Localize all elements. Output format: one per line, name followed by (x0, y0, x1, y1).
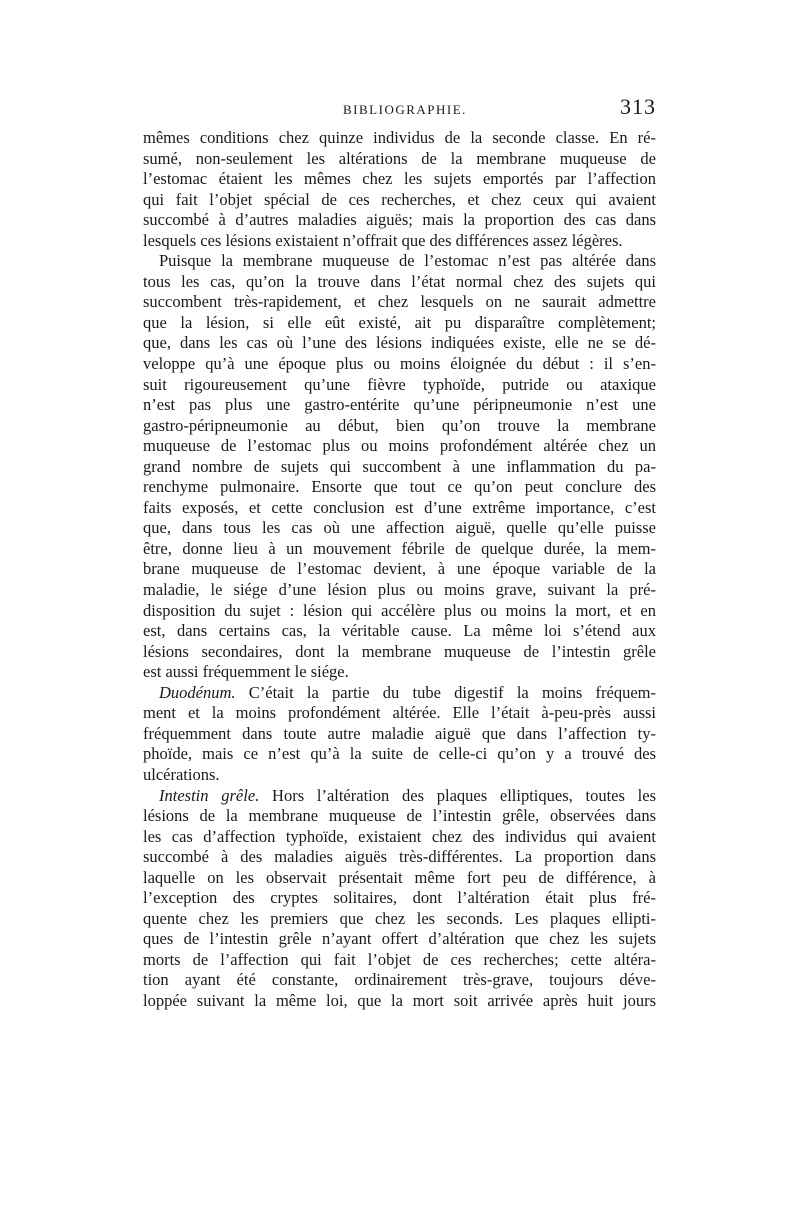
line-text: Puisque la membrane muqueuse de l’estomac n’est pas altérée dans (159, 251, 656, 271)
line-text: faits exposés, et cette conclusion est d’une extrême importance, c’est (143, 497, 656, 517)
text-line (143, 333, 656, 354)
text-line (143, 683, 656, 704)
text-line (143, 991, 656, 1012)
text-line (143, 477, 656, 498)
line-text: qui fait l’objet spécial de ces recherches, et chez ceux qui avaient (143, 189, 656, 209)
text-line (143, 806, 656, 827)
text-line (143, 559, 656, 580)
text-line (143, 827, 656, 848)
line-text: ulcérations. (143, 764, 220, 784)
line-text: l’estomac étaient les mêmes chez les sujets emportés par l’affection (143, 169, 656, 189)
text-line (143, 190, 656, 211)
text-line (143, 375, 656, 396)
text-line (143, 703, 656, 724)
line-text: est aussi fréquemment le siége. (143, 662, 349, 682)
line-text: ques de l’intestin grêle n’ayant offert d’altération que chez les sujets (143, 929, 656, 949)
page-number: 313 (620, 94, 656, 119)
text-line (143, 786, 656, 807)
text-line (143, 313, 656, 334)
text-line (143, 909, 656, 930)
line-text: sumé, non-seulement les altérations de la membrane muqueuse de (143, 148, 656, 168)
text-line (143, 601, 656, 622)
text-line (143, 847, 656, 868)
text-line (143, 210, 656, 231)
text-line (143, 765, 656, 786)
line-text: muqueuse de l’estomac plus ou moins profondément altérée chez un (143, 436, 656, 456)
line-text: ment et la moins profondément altérée. Elle l’était à-peu-près aussi (143, 703, 656, 723)
line-text: l’exception des cryptes solitaires, dont l’altération était plus fré- (143, 888, 656, 908)
text-line (143, 395, 656, 416)
line-text: est, dans certains cas, la véritable cause. La même loi s’étend aux (143, 621, 656, 641)
text-line (143, 436, 656, 457)
text-line (143, 457, 656, 478)
line-text: succombé à d’autres maladies aiguës; mais la proportion des cas dans (143, 210, 656, 230)
text-line (143, 498, 656, 519)
line-text: quente chez les premiers que chez les seconds. Les plaques ellipti- (143, 908, 656, 928)
line-text: que, dans les cas où l’une des lésions indiquées existe, elle ne se dé- (143, 333, 656, 353)
line-text: succombent très-rapidement, et chez lesquels on ne saurait admettre (143, 292, 656, 312)
text-line (143, 292, 656, 313)
text-line (143, 744, 656, 765)
text-line (143, 149, 656, 170)
line-text: succombé à des maladies aiguës très-différentes. La proportion dans (143, 847, 656, 867)
line-text: phoïde, mais ce n’est qu’à la suite de celle-ci qu’on y a trouvé des (143, 744, 656, 764)
text-line (143, 231, 656, 252)
text-line (143, 888, 656, 909)
line-text: laquelle on les observait présentait même fort peu de différence, à (143, 867, 656, 887)
line-text: maladie, le siége d’une lésion plus ou moins grave, suivant la pré- (143, 580, 656, 600)
line-text: n’est pas plus une gastro-entérite qu’une péripneumonie n’est une (143, 395, 656, 415)
line-text: lésions de la membrane muqueuse de l’intestin grêle, observées dans (143, 806, 656, 826)
line-text: brane muqueuse de l’estomac devient, à une époque variable de la (143, 559, 656, 579)
page-header (143, 94, 656, 128)
line-text: tion ayant été constante, ordinairement très-grave, toujours déve- (143, 970, 656, 990)
line-text: que la lésion, si elle eût existé, ait pu disparaître complètement; (143, 312, 656, 332)
text-line (143, 950, 656, 971)
section-heading: Duodénum. (159, 682, 236, 702)
text-line (143, 580, 656, 601)
text-line (143, 354, 656, 375)
line-text: lesquels ces lésions existaient n’offrait que des différences assez légères. (143, 230, 623, 250)
line-text: C’était la partie du tube digestif la moins fréquem- (235, 682, 656, 702)
line-text: être, donne lieu à un mouvement fébrile de quelque durée, la mem- (143, 538, 656, 558)
line-text: suit rigoureusement qu’une fièvre typhoïde, putride ou ataxique (143, 374, 656, 394)
section-heading: Intestin grêle. (159, 785, 260, 805)
text-line (143, 970, 656, 991)
line-text: fréquemment dans toute autre maladie aiguë que dans l’affection ty- (143, 723, 656, 743)
text-line (143, 662, 656, 683)
line-text: tous les cas, qu’on la trouve dans l’état normal chez des sujets qui (143, 271, 656, 291)
text-line (143, 642, 656, 663)
line-text: que, dans tous les cas où une affection aiguë, quelle qu’elle puisse (143, 518, 656, 538)
text-line (143, 272, 656, 293)
line-text: renchyme pulmonaire. Ensorte que tout ce qu’on peut conclure des (143, 477, 656, 497)
line-text: Hors l’altération des plaques elliptiques, toutes les (259, 785, 656, 805)
line-text: mêmes conditions chez quinze individus de la seconde classe. En ré- (143, 128, 656, 147)
running-head: BIBLIOGRAPHIE. (343, 102, 467, 117)
text-line (143, 621, 656, 642)
text-line (143, 251, 656, 272)
line-text: les cas d’affection typhoïde, existaient chez des individus qui avaient (143, 826, 656, 846)
line-text: loppée suivant la même loi, que la mort soit arrivée après huit jours (143, 990, 656, 1010)
line-text: gastro-péripneumonie au début, bien qu’on trouve la membrane (143, 415, 656, 435)
text-line (143, 416, 656, 437)
line-text: veloppe qu’à une époque plus ou moins éloignée du début : il s’en- (143, 354, 656, 374)
text-line (143, 929, 656, 950)
text-line (143, 518, 656, 539)
line-text: grand nombre de sujets qui succombent à une inflammation du pa- (143, 456, 656, 476)
text-line (143, 539, 656, 560)
line-text: disposition du sujet : lésion qui accélère plus ou moins la mort, et en (143, 600, 656, 620)
text-line (143, 868, 656, 889)
body-text (143, 128, 656, 1012)
line-text: morts de l’affection qui fait l’objet de ces recherches; cette altéra- (143, 949, 656, 969)
text-line (143, 724, 656, 745)
line-text: lésions secondaires, dont la membrane muqueuse de l’intestin grêle (143, 641, 656, 661)
text-line (143, 128, 656, 149)
text-line (143, 169, 656, 190)
